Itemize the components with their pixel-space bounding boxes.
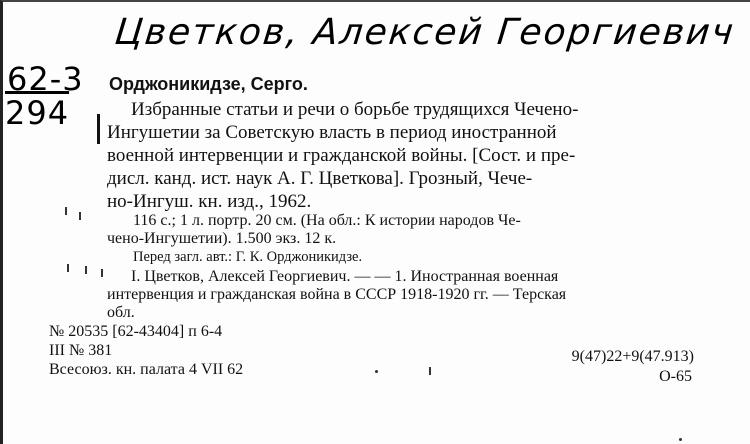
scan-speck bbox=[679, 438, 682, 441]
scan-speck bbox=[65, 207, 67, 215]
scan-speck bbox=[85, 266, 87, 274]
tracing-line: обл. bbox=[107, 304, 135, 321]
body-line: Ингушетии за Советскую власть в период иностранной bbox=[107, 122, 557, 143]
entry-heading: Орджоникидзе, Серго. bbox=[109, 74, 308, 94]
classification-code: 9(47)22+9(47.913) bbox=[571, 348, 694, 365]
scan-speck bbox=[375, 370, 378, 373]
handwritten-bar-mark bbox=[97, 114, 100, 144]
footer-chamber: Всесоюз. кн. палата 4 VII 62 bbox=[49, 361, 244, 378]
body-line: военной интервенции и гражданской войны. [Сост. и пре- bbox=[107, 145, 576, 166]
body-line: дисл. канд. ист. наук А. Г. Цветкова]. Грозный, Чече- bbox=[107, 168, 533, 189]
scan-speck bbox=[67, 264, 69, 272]
handwritten-shelfmark-top: 62-3 bbox=[7, 60, 84, 98]
handwritten-shelfmark-bottom: 294 bbox=[5, 94, 70, 132]
handwritten-author-heading: Цветков, Алексей Георгиевич bbox=[112, 12, 738, 53]
scan-speck bbox=[79, 212, 81, 220]
physical-line: 116 с.; 1 л. портр. 20 см. (На обл.: К истории народов Че- bbox=[133, 212, 521, 229]
title-note: Перед загл. авт.: Г. К. Орджоникидзе. bbox=[133, 249, 363, 265]
scan-speck bbox=[101, 269, 103, 277]
body-line: Избранные статьи и речи о борьбе трудящихся Чечено- bbox=[131, 99, 579, 120]
footer-registry: III № 381 bbox=[49, 342, 113, 359]
tracing-line: интервенция и гражданская война в СССР 1918-1920 гг. — Терская bbox=[107, 286, 567, 303]
footer-record-number: № 20535 [62-43404] п 6-4 bbox=[49, 323, 223, 340]
author-mark: О-65 bbox=[659, 368, 692, 385]
scan-speck bbox=[429, 367, 431, 375]
body-line: но-Ингуш. кн. изд., 1962. bbox=[107, 191, 312, 212]
tracing-line: I. Цветков, Алексей Георгиевич. — — 1. Иностранная военная bbox=[131, 268, 559, 285]
physical-line: чено-Ингушетии). 1.500 экз. 12 к. bbox=[107, 230, 337, 247]
